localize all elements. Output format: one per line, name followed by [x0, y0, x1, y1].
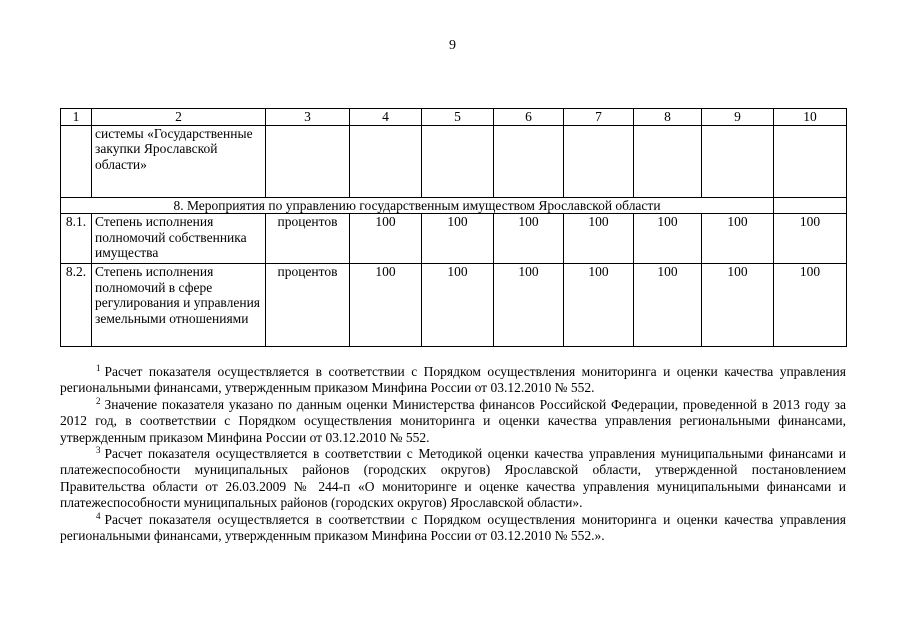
footnote — [60, 364, 846, 397]
unit-cell: процентов — [266, 264, 350, 347]
indicator-name: системы «Государственные закупки Ярославской области» — [92, 125, 266, 197]
table-row — [61, 264, 847, 347]
footnote-mark: 4 — [96, 510, 101, 521]
value-cell: 100 — [350, 214, 422, 264]
header-cell: 7 — [564, 109, 634, 126]
footnote-mark: 1 — [96, 363, 101, 373]
header-cell: 9 — [702, 109, 774, 126]
value-cell: 100 — [634, 264, 702, 347]
value-cell: 100 — [702, 214, 774, 264]
page-number: 9 — [449, 38, 456, 53]
value-cell: 100 — [774, 214, 847, 264]
value-cell: 100 — [350, 264, 422, 347]
section-title: 8. Мероприятия по управлению государственным имуществом Ярославской области — [61, 197, 774, 214]
row-number: 8.2. — [61, 264, 92, 347]
footnote-text: Расчет показателя осуществляется в соответствии с Порядком осуществления мониторинга и оценки качества управления региональными финансами, утвержденным приказом Минфина России от 03.12.2010 № 552.». — [60, 511, 846, 544]
footnote-text: Значение показателя указано по данным оценки Министерства финансов Российской Федерации, проведенной в 2013 году за 2012 год, в соответствии с Порядком осуществления мониторинга и оценки качества управления региональными финансами, утвержденным приказом Минфина России от 03.12.2010 № 552. — [60, 396, 846, 445]
value-cell: 100 — [422, 264, 494, 347]
footnote-text: Расчет показателя осуществляется в соответствии с Порядком осуществления мониторинга и оценки качества управления региональными финансами, утвержденным приказом Минфина России от 03.12.2010 № 552. — [60, 364, 846, 396]
footnote — [60, 446, 846, 512]
footnote — [60, 512, 846, 545]
header-cell: 10 — [774, 109, 847, 126]
header-cell: 8 — [634, 109, 702, 126]
footnote — [60, 397, 846, 446]
row-number: 8.1. — [61, 214, 92, 264]
indicator-name: Степень исполнения полномочий в сфере регулирования и управления земельными отношениями — [92, 264, 266, 347]
header-cell: 2 — [92, 109, 266, 126]
indicators-table — [60, 108, 847, 347]
footnote-text: Расчет показателя осуществляется в соответствии с Методикой оценки качества управления муниципальными финансами и платежеспособности муниципальных районов (городских округов) Ярославской области, утвержденной постановлением Правительства области от 26.03.2009 № 244-п «О мониторинге и оценке качества управления муниципальными финансами и платежеспособности муниципальных районов (городских округов) Ярославской области». — [60, 446, 846, 511]
header-cell: 4 — [350, 109, 422, 126]
section-row — [61, 197, 847, 214]
table-header-row — [61, 109, 847, 126]
continuation-row — [61, 125, 847, 197]
header-cell: 1 — [61, 109, 92, 126]
indicator-name: Степень исполнения полномочий собственника имущества — [92, 214, 266, 264]
value-cell: 100 — [564, 264, 634, 347]
value-cell: 100 — [774, 264, 847, 347]
table-row — [61, 214, 847, 264]
unit-cell: процентов — [266, 214, 350, 264]
header-cell: 5 — [422, 109, 494, 126]
footnote-mark: 2 — [96, 395, 101, 406]
value-cell: 100 — [494, 214, 564, 264]
value-cell: 100 — [494, 264, 564, 347]
value-cell: 100 — [422, 214, 494, 264]
header-cell: 6 — [494, 109, 564, 126]
footnote-mark: 3 — [96, 445, 101, 456]
value-cell: 100 — [564, 214, 634, 264]
value-cell: 100 — [702, 264, 774, 347]
header-cell: 3 — [266, 109, 350, 126]
footnotes — [60, 364, 846, 544]
value-cell: 100 — [634, 214, 702, 264]
